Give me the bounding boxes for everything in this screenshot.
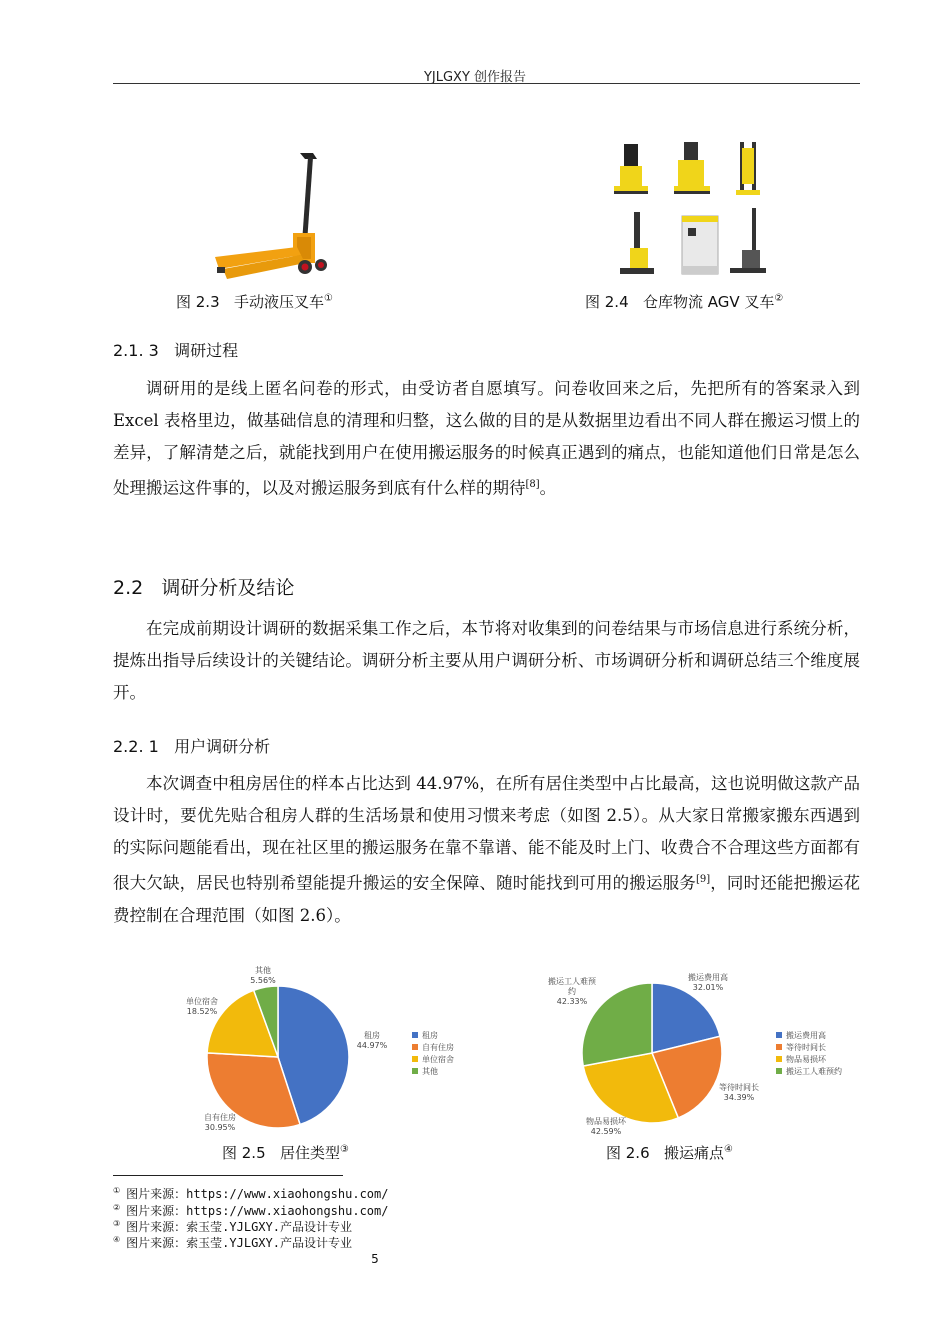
figure-title: 手动液压叉车 [233,293,324,311]
footnote-rule [113,1175,343,1176]
legend-swatch [412,1044,418,1050]
section-2-1-3-heading [113,338,238,361]
paragraph-text-continued: ，同时还能把搬运花费控制在合理范围（如图 2.6）。 [113,873,861,925]
footnote-mark: ③ [113,1219,121,1228]
slice-value-label: 42.59% [590,1127,622,1136]
slice-value-label: 18.52% [186,1007,218,1016]
footnote-text: 图片来源：索玉莹.YJLGXY.产品设计专业 [126,1236,352,1250]
figure-2-3-caption [176,291,333,312]
legend-label: 等待时间长 [786,1043,826,1052]
slice-value-label: 44.97% [356,1041,388,1050]
figure-title: 仓库物流 AGV 叉车 [642,293,775,311]
footnote-mark: ④ [113,1235,121,1244]
legend-swatch [412,1056,418,1062]
legend-label: 单位宿舍 [422,1055,454,1064]
section-title: 调研过程 [174,341,239,360]
slice-name-label: 搬运工人难预 [548,977,596,986]
citation: [8] [525,479,540,490]
paragraph-survey-process [113,373,860,505]
footnote-text: 图片来源：索玉莹.YJLGXY.产品设计专业 [126,1220,352,1234]
legend-label: 其他 [422,1067,438,1076]
footnote-3 [113,1217,352,1234]
footnote-mark: ① [323,293,333,304]
slice-value-label: 5.56% [250,976,276,985]
footnote-mark: ② [113,1203,121,1212]
legend-swatch [776,1068,782,1074]
slice-value-label: 32.01% [692,983,724,992]
footnote-mark: ④ [723,1144,733,1155]
legend-swatch [412,1068,418,1074]
citation: [9] [695,874,711,885]
pie-slice [582,983,652,1066]
slice-value-label: 34.39% [723,1093,755,1102]
footnote-1 [113,1184,388,1201]
figure-2-4-caption [585,291,783,312]
figure-title: 居住类型 [279,1144,340,1162]
footnote-2 [113,1201,388,1218]
footnote-mark: ① [113,1186,121,1195]
slice-name-label: 搬运费用高 [688,973,728,982]
slice-name-label: 物品易损坏 [586,1117,626,1126]
agv-forklift-image [612,138,777,283]
pie-chart-moving-pain-points [530,968,860,1143]
section-number: 2.2 [113,577,144,599]
figure-label: 图 2.3 [176,293,220,311]
slice-value-label: 30.95% [204,1123,236,1132]
footnote-text: 图片来源：https://www.xiaohongshu.com/ [126,1204,389,1218]
slice-name-label: 自有住房 [204,1113,236,1122]
footnote-4 [113,1233,352,1250]
footnote-text: 图片来源：https://www.xiaohongshu.com/ [126,1187,389,1201]
figure-label: 图 2.5 [222,1144,266,1162]
legend-swatch [776,1056,782,1062]
legend-label: 自有住房 [422,1043,454,1052]
paragraph-text: 本次调查中租房居住的样本占比达到 44.97%，在所有居住类型中占比最高，这也说明做这款产品设计时，要优先贴合租房人群的生活场景和使用习惯来考虑（如图 2.5）。从大家日常搬家搬东西遇到的实际问题能看出，现在社区里的搬运服务在靠不靠谱、能不能及时上门、收费合不合理这些方面都有很大欠缺，居民也特别希望能提升搬运的安全保障、随时能找到可用的搬运服务 [113,774,860,893]
legend-swatch [776,1044,782,1050]
paragraph-tail: 。 [539,478,557,498]
pie-chart-housing-type [170,962,470,1142]
section-2-2-heading [113,573,294,600]
legend-label: 搬运工人难预约 [786,1067,842,1076]
figure-2-6-caption [606,1142,733,1163]
slice-name-label: 等待时间长 [719,1083,759,1092]
section-title: 用户调研分析 [174,737,271,756]
section-title: 调研分析及结论 [161,577,295,599]
legend-swatch [776,1032,782,1038]
footnote-mark: ③ [339,1144,349,1155]
page-number: 5 [371,1252,379,1266]
hand-pallet-truck-image [205,145,345,285]
slice-name-label: 约 [568,987,576,996]
header-rule [113,83,860,84]
figure-title: 搬运痛点 [663,1144,724,1162]
figure-2-5-caption [222,1142,349,1163]
running-header: YJLGXY 创作报告 [423,70,527,85]
section-number: 2.2. 1 [113,737,159,756]
section-2-2-1-heading [113,734,270,757]
slice-name-label: 单位宿舍 [186,997,218,1006]
paragraph-analysis-intro: 在完成前期设计调研的数据采集工作之后，本节将对收集到的问卷结果与市场信息进行系统分析，提炼出指导后续设计的关键结论。调研分析主要从用户调研分析、市场调研分析和调研总结三个维度展开。 [113,619,860,702]
figure-label: 图 2.6 [606,1144,650,1162]
legend-label: 搬运费用高 [786,1031,826,1040]
section-number: 2.1. 3 [113,341,159,360]
figure-label: 图 2.4 [585,293,629,311]
legend-label: 租房 [422,1031,438,1040]
paragraph-text: 调研用的是线上匿名问卷的形式，由受访者自愿填写。问卷收回来之后，先把所有的答案录入到 Excel 表格里边，做基础信息的清理和归整，这么做的目的是从数据里边看出不同人群在搬运习惯上的差异，了解清楚之后，就能找到用户在使用搬运服务的时候真正遇到的痛点，也能知道他们日常是怎么处理搬运这件事的，以及对搬运服务到底有什么样的期待 [113,379,860,498]
slice-value-label: 42.33% [556,997,588,1006]
paragraph-user-research [113,768,860,932]
legend-swatch [412,1032,418,1038]
footnote-mark: ② [774,293,784,304]
slice-name-label: 租房 [364,1031,380,1040]
slice-name-label: 其他 [255,966,271,975]
legend-label: 物品易损坏 [786,1055,826,1064]
